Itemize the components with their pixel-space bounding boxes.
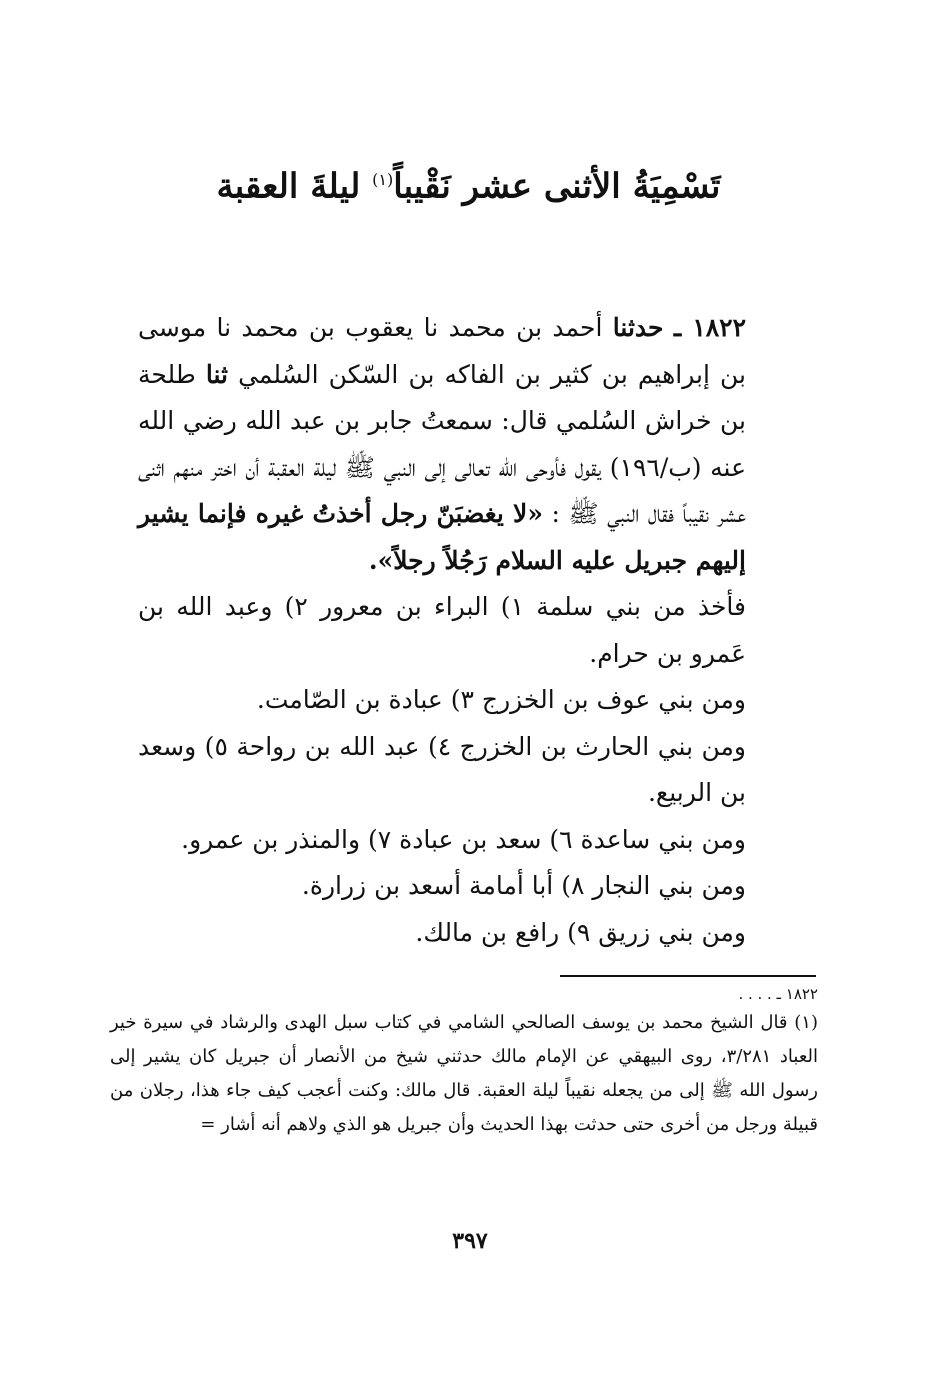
hadith-paragraph (138, 305, 818, 584)
footnotes (110, 982, 818, 1142)
list-banu-harith: ومن بني الحارث بن الخزرج ٤) عبد الله بن رواحة ٥) وسعد بن الربيع. (138, 731, 746, 807)
hadith-chain-1: أحمد بن محمد نا يعقوب بن محمد نا موسى بن إبراهيم بن كثير بن الفاكه بن السّكن السُلمي (138, 313, 747, 389)
hadith-quote: «لا يغضبَنّ رجل أخذتُ غيره فإنما يشير إليهم جبريل عليه السلام رَجُلاً رجلاً». (138, 499, 746, 575)
hadith-number: ١٨٢٢ ـ (673, 313, 747, 342)
hadith-chain-2: طلحة بن خراش السُلمي قال: سمعتُ جابر بن عبد الله رضي الله عنه (ب/١٩٦) يقول فأوحى الله تعالى إلى النبي ﷺ ليلة العقبة أن اختر منهم اثنى عشر نقيباً فقال النبي ﷺ : (138, 359, 747, 528)
chapter-title-tail: ليلةَ العقبة (216, 166, 361, 207)
list-banu-zurayq: ومن بني زريق ٩) رافع بن مالك. (415, 917, 746, 947)
list-banu-saida: ومن بني ساعدة ٦) سعد بن عبادة ٧) والمنذر بن عمرو. (181, 824, 746, 854)
list-banu-salima: فأخذ من بني سلمة ١) البراء بن معرور ٢) وعبد الله بن عَمرو بن حرام. (138, 592, 746, 668)
hadith-thana: ثنا (205, 359, 228, 389)
footnote-divider (560, 975, 816, 977)
footnote-marker: (١) (372, 170, 394, 189)
chapter-title (130, 150, 807, 216)
footnote-1: (١) قال الشيخ محمد بن يوسف الصالحي الشامي في كتاب سبل الهدى والرشاد في سيرة خير العباد ٣/٢٨١، روى البيهقي عن الإمام مالك حدثني شيخ من الأنصار أن جبريل كان يشير إلى رسول الله ﷺ إلى من يجعله نقيباً ليلة العقبة. قال مالك: وكنت أعجب كيف جاء هذا، رجلان من قبيلة ورجل من أخرى حتى حدثت بهذا الحديث وأن جبريل هو الذي ولاهم أنه أشار = (110, 1012, 818, 1135)
list-banu-awf: ومن بني عوف بن الخزرج ٣) عبادة بن الصّامت. (256, 685, 746, 714)
list-banu-najjar: ومن بني النجار ٨) أبا أمامة أسعد بن زرارة. (301, 871, 746, 900)
footnote-ref: ١٨٢٢ ـ . . . . (738, 985, 818, 1003)
page-number: ٣٩٧ (452, 1228, 488, 1254)
hadith-lead: حدثنا (612, 313, 664, 342)
main-text (138, 305, 818, 956)
chapter-title-text: تَسْمِيَةُ الأثنى عشر نَقْيباً (393, 166, 721, 207)
